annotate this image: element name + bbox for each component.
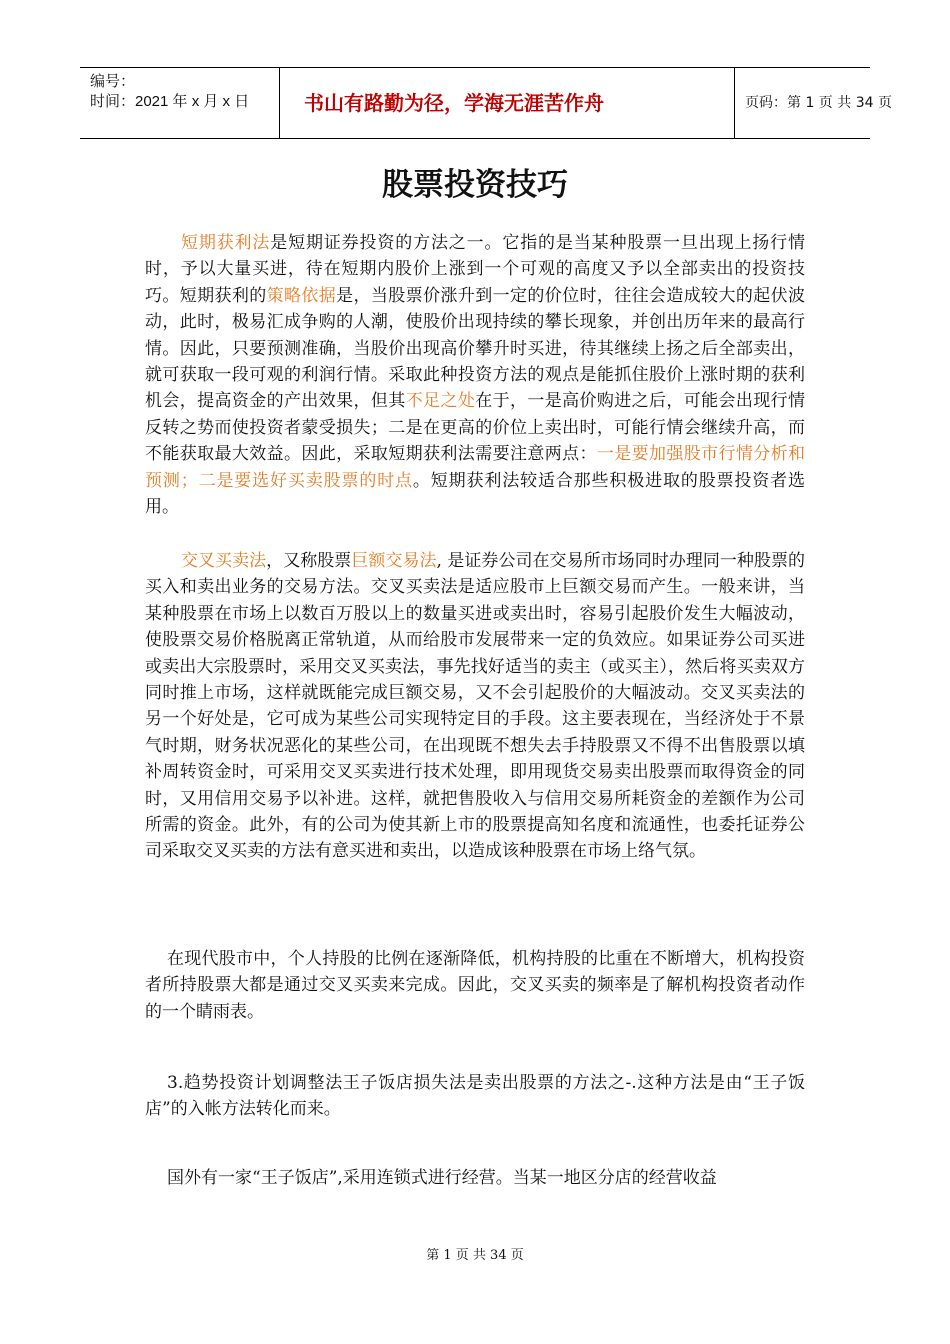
- paragraph-institutional: [145, 946, 805, 1025]
- paragraph-trend-investment: [145, 1070, 805, 1123]
- header-motto: 书山有路勤为径，学海无涯苦作舟: [280, 68, 735, 138]
- term-block-trading: 巨额交易法: [351, 551, 437, 571]
- header-page-info: 页码：第 1 页 共 34 页: [745, 95, 892, 111]
- text-segment: 是，当股票价涨升到一定的价位时，往往会造成较大的起伏波动，此时，极易汇成争购的人潮，使股价出现持续的攀长现象，并创出历年来的最高行情。因此，只要预测准确，当股价出现高价攀升时买进，待其继续上扬之后全部卖出，就可获取一段可观的利润行情。采取此种投资方法的观点是能抓住股价上涨时期的获利机会，提高资金的产出效果，但其: [145, 285, 806, 412]
- page-footer: 第 1 页 共 34 页: [426, 1248, 524, 1263]
- text-segment: 是短期证券投资的方法之一。它指的是当某种股票一旦出现上扬行情时，予以大量买进，待在短期内股价上涨到一个可观的高度又予以全部卖出的投资技巧。短期获利的: [145, 233, 805, 306]
- header-table: [80, 67, 892, 139]
- text-segment: 在于，一是高价购进之后，可能会出现行情反转之势而使投资者蒙受损失；二是在更高的价位上卖出时，可能行情会继续升高，而不能获取最大效益。因此，采取短期获利法需要注意两点：: [145, 391, 806, 465]
- text-segment: 在现代股市中，个人持股的比例在逐渐降低，机构持股的比重在不断增大，机构投资者所持股票大都是通过交叉买卖来完成。因此，交叉买卖的频率是了解机构投资者动作的一个睛雨表。: [145, 949, 805, 1022]
- term-cross-trading: 交叉买卖法: [181, 551, 267, 571]
- text-segment: 3.趋势投资计划调整法王子饭店损失法是卖出股票的方法之-.这种方法是由“王子饭店”的入帐方法转化而来。: [145, 1073, 805, 1120]
- header-meta-cell: [80, 68, 280, 138]
- time-label: 时间：2021 年 x 月 x 日: [90, 93, 250, 110]
- paragraph-cross-trading: [145, 548, 805, 865]
- term-two-points: 一是要加强股市行情分析和预测；二是要选好买卖股票的时点: [145, 444, 806, 491]
- document-title: 股票投资技巧: [382, 167, 568, 203]
- paragraph-short-term-profit: [145, 230, 805, 520]
- paragraph-prince-hotel: [145, 1165, 805, 1191]
- text-segment: , 是证券公司在交易所市场同时办理同一种股票的买入和卖出业务的交易方法。交叉买卖法是适应股市上巨额交易而产生。一般来讲，当某种股票在市场上以数百万股以上的数量买进或卖出时，容易引起股价发生大幅波动，使股票交易价格脱离正常轨道，从而给股市发展带来一定的负效应。如果证券公司买进或卖出大宗股票时，采用交叉买卖法，事先找好适当的卖主（或买主），然后将买卖双方同时推上市场，这样就既能完成巨额交易，又不会引起股价的大幅波动。交叉买卖法的另一个好处是，它可成为某些公司实现特定目的手段。这主要表现在，当经济处于不景气时期，财务状况恶化的某些公司，在出现既不想失去手持股票又不得不出售股票以填补周转资金时，可采用交叉买卖进行技术处理，即用现货交易卖出股票而取得资金的同时，又用信用交易予以补进。这样，就把售股收入与信用交易所耗资金的差额作为公司所需的资金。此外，有的公司为使其新上市的股票提高知名度和流通性，也委托证券公司采取交叉买卖的方法有意买进和卖出，以造成该种股票在市场上络气氛。: [145, 551, 806, 862]
- term-strategy-basis: 策略依据: [266, 285, 337, 306]
- serial-label: 编号：: [90, 73, 136, 90]
- text-segment: 国外有一家“王子饭店”,采用连锁式进行经营。当某一地区分店的经营收益: [167, 1168, 717, 1188]
- term-shortcoming: 不足之处: [405, 391, 476, 412]
- text-segment: ，又称股票: [266, 551, 352, 571]
- text-segment: 。短期获利法较适合那些积极进取的股票投资者选用。: [145, 470, 806, 518]
- term-short-term-profit: 短期获利法: [181, 233, 271, 253]
